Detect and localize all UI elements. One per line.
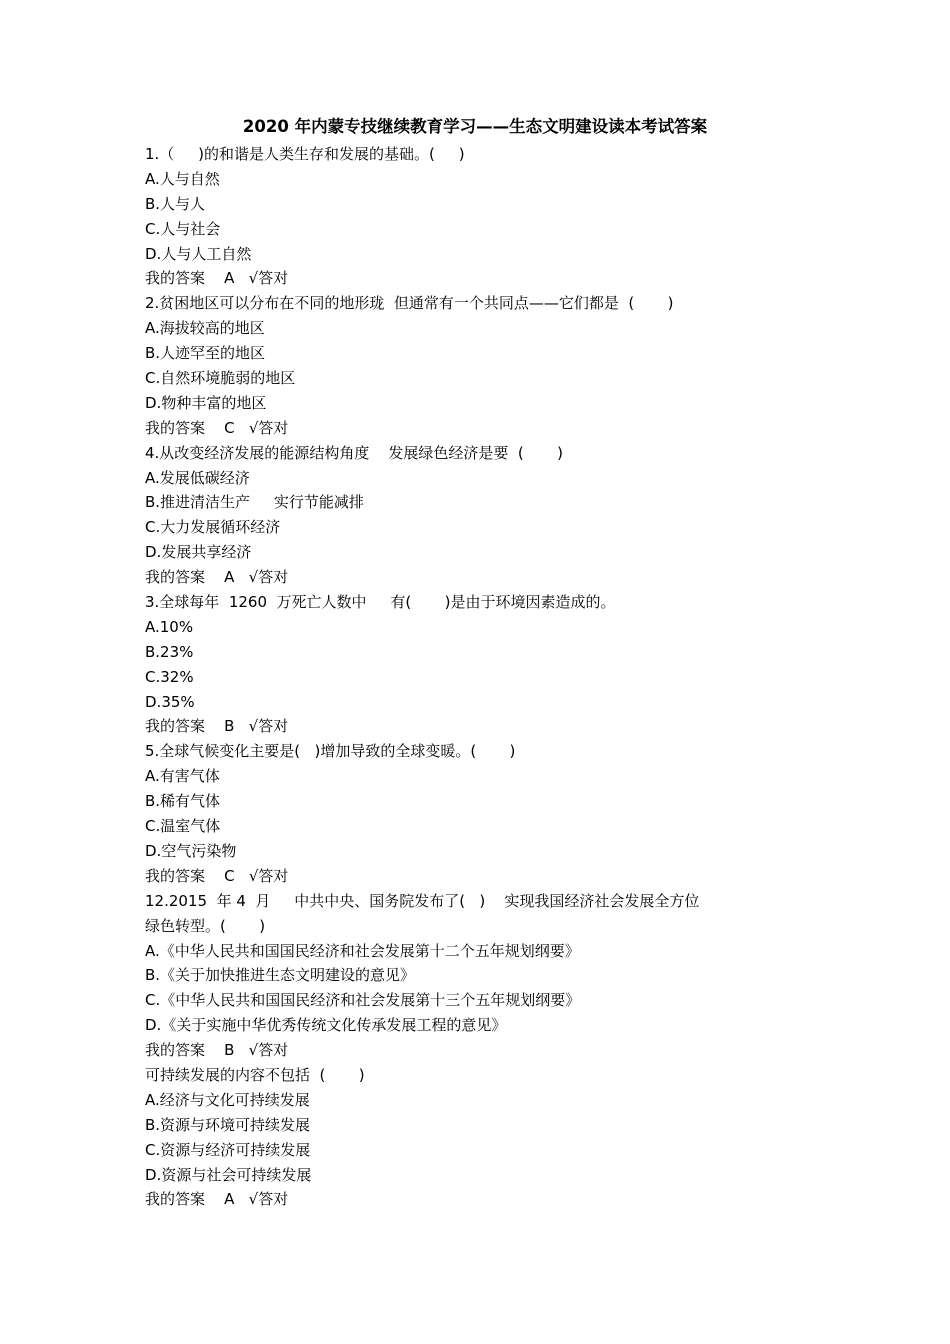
document-line: 我的答案 B √答对	[145, 717, 289, 736]
document-line: C.自然环境脆弱的地区	[145, 369, 296, 388]
document-line: 2.贫困地区可以分布在不同的地形珑 但通常有一个共同点——它们都是 ( )	[145, 294, 674, 313]
document-line: D.空气污染物	[145, 841, 237, 860]
document-line: A.发展低碳经济	[145, 468, 250, 487]
document-line: D.《关于实施中华优秀传统文化传承发展工程的意见》	[145, 1016, 507, 1035]
document-line: B.《关于加快推进生态文明建设的意见》	[145, 966, 416, 985]
document-line: 我的答案 C √答对	[145, 418, 289, 437]
document-line: C.32%	[145, 667, 194, 686]
document-line: A.海拔较高的地区	[145, 319, 265, 338]
document-line: 我的答案 A √答对	[145, 1190, 289, 1209]
document-line: D.资源与社会可持续发展	[145, 1165, 312, 1184]
document-line: B.推进清洁生产 实行节能减排	[145, 493, 364, 512]
document-line: 我的答案 C √答对	[145, 866, 289, 885]
document-line: 5.全球气候变化主要是( )增加导致的全球变暖。( )	[145, 742, 516, 761]
document-line: D.35%	[145, 692, 195, 711]
document-line: B.资源与环境可持续发展	[145, 1115, 311, 1134]
document-line: D.物种丰富的地区	[145, 393, 267, 412]
document-line: 1.（ )的和谐是人类生存和发展的基础。( )	[145, 145, 465, 163]
document-line: 可持续发展的内容不包括 ( )	[145, 1065, 365, 1084]
document-line: B.稀有气体	[145, 792, 221, 811]
document-line: C.资源与经济可持续发展	[145, 1140, 311, 1159]
document-line: 我的答案 B √答对	[145, 1041, 289, 1060]
document-line: C.《中华人民共和国国民经济和社会发展第十三个五年规划纲要》	[145, 991, 581, 1010]
document-line: 绿色转型。( )	[145, 916, 266, 935]
document-line: B.人迹罕至的地区	[145, 344, 266, 363]
document-line: A.有害气体	[145, 767, 220, 786]
document-line: 我的答案 A √答对	[145, 269, 289, 288]
document-line: 4.从改变经济发展的能源结构角度 发展绿色经济是要 ( )	[145, 443, 564, 462]
document-line: C.人与社会	[145, 219, 221, 238]
document-line: D.人与人工自然	[145, 244, 252, 263]
document-line: C.温室气体	[145, 817, 221, 836]
document-line: A.10%	[145, 617, 194, 636]
document-line: A.人与自然	[145, 169, 220, 188]
document-line: B.23%	[145, 642, 194, 661]
document-line: 3.全球每年 1260 万死亡人数中 有( )是由于环境因素造成的。	[145, 593, 616, 612]
document-line: D.发展共享经济	[145, 543, 252, 562]
document-line: A.经济与文化可持续发展	[145, 1090, 310, 1109]
document-line: 我的答案 A √答对	[145, 568, 289, 587]
document-line: B.人与人	[145, 194, 206, 213]
document-line: C.大力发展循环经济	[145, 518, 281, 537]
document-title: 2020 年内蒙专技继续教育学习——生态文明建设读本考试答案	[242, 117, 708, 136]
document-line: 12.2015 年 4 月 中共中央、国务院发布了( ) 实现我国经济社会发展全方位	[145, 891, 700, 910]
document-line: A.《中华人民共和国国民经济和社会发展第十二个五年规划纲要》	[145, 941, 580, 960]
document-body	[145, 142, 765, 1212]
